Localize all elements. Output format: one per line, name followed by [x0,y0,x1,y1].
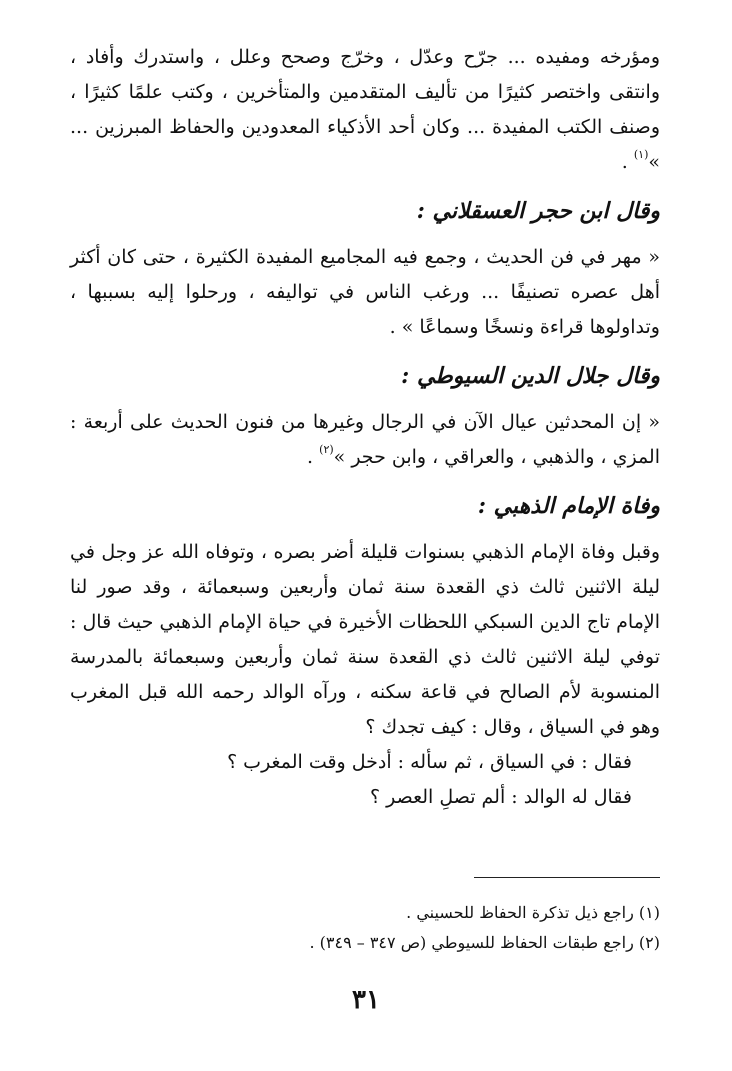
dialogue-line-1: فقال : في السياق ، ثم سأله : أدخل وقت المغرب ؟ [227,751,632,773]
dialogue-line-2: فقال له الوالد : ألم تصلِ العصر ؟ [369,786,632,808]
paragraph-ibn-hajar: « مهر في فن الحديث ، وجمع فيه المجاميع المفيدة الكثيرة ، حتى كان أكثر أهل عصره تصنيفًا ... ورغب الناس في تواليفه ، ورحلوا إليه بسببها ، وتداولوها قراءة ونسخًا وسماعًا » . [70,246,660,338]
page-body [70,40,660,815]
heading-suyuti: وقال جلال الدين السيوطي : [401,363,660,389]
heading-ibn-hajar: وقال ابن حجر العسقلاني : [416,198,660,224]
paragraph-suyuti-text: « إن المحدثين عيال الآن في الرجال وغيرها من فنون الحديث على أربعة : المزي ، والذهبي ، والعراقي ، وابن حجر » [70,411,660,468]
footnote-1: (١) راجع ذيل تذكرة الحفاظ للحسيني . [406,903,660,922]
paragraph-intro [70,40,660,180]
page-number: ٣١ [352,985,380,1015]
footnote-2: (٢) راجع طبقات الحفاظ للسيوطي (ص ٣٤٧ – ٣٤٩) . [309,933,660,952]
footnotes [70,898,660,958]
paragraph-intro-text: ومؤرخه ومفيده ... جرّح وعدّل ، وخرّج وصحح وعلل ، واستدرك وأفاد ، وانتقى واختصر كثيرًا من تأليف المتقدمين والمتأخرين ، وكتب علمًا كثيرًا ، وصنف الكتب المفيدة ... وكان أحد الأذكياء المعدودين والحفاظ المبرزين ... » [70,46,660,173]
paragraph-suyuti [70,405,660,475]
paragraph-death: وقبل وفاة الإمام الذهبي بسنوات قليلة أضر بصره ، وتوفاه الله عز وجل في ليلة الاثنين ثالث ذي القعدة سنة ثمان وأربعين وسبعمائة ، وقد صور لنا الإمام تاج الدين السبكي اللحظات الأخيرة في حياة الإمام الذهبي حيث قال : توفي ليلة الاثنين ثالث ذي القعدة سنة ثمان وأربعين وسبعمائة بالمدرسة المنسوبة لأم الصالح في قاعة سكنه ، ورآه الوالد رحمه الله قبل المغرب وهو في السياق ، وقال : كيف تجدك ؟ [70,541,660,738]
paragraph-suyuti-end: . [307,446,320,468]
footnote-ref-2: (٢) [319,443,334,456]
paragraph-intro-end: . [621,151,634,173]
footnote-ref-1: (١) [633,148,649,161]
footnote-divider [474,877,660,878]
heading-death: وفاة الإمام الذهبي : [477,493,660,519]
